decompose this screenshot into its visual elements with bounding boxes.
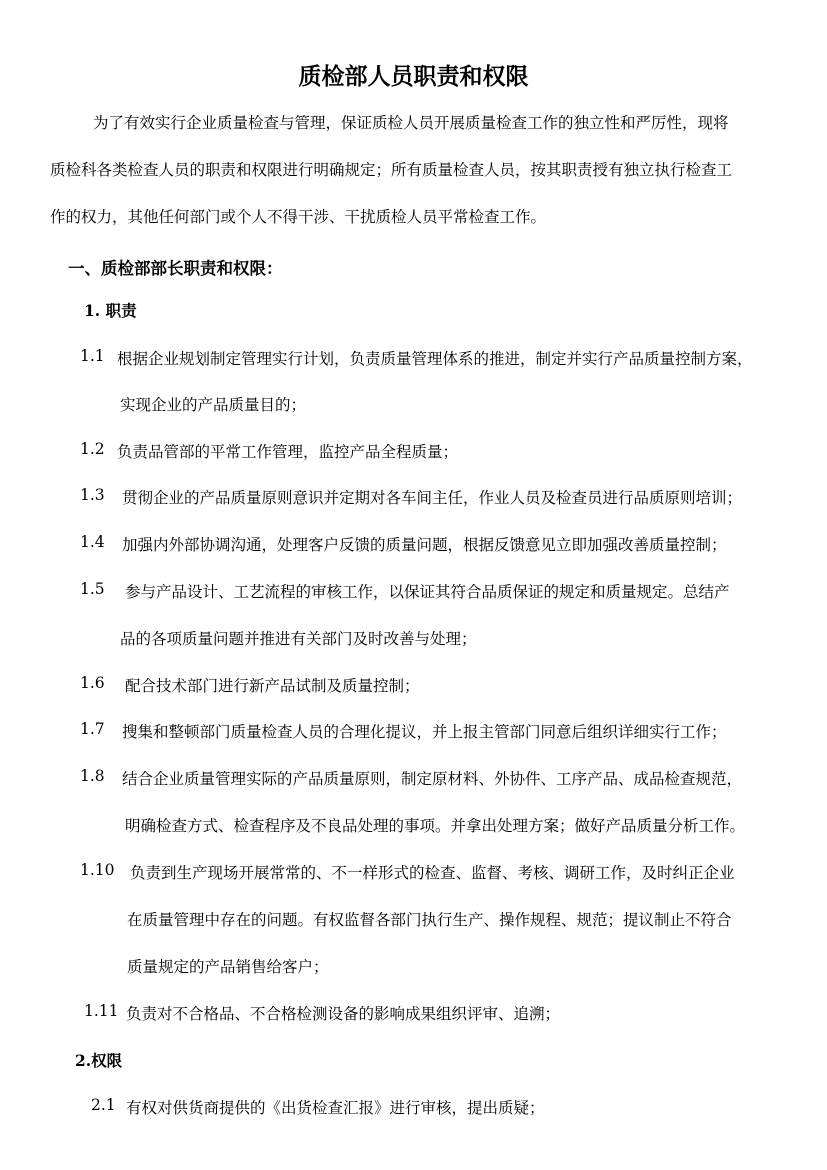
page-title: 质检部人员职责和权限 <box>298 63 529 90</box>
item-1-11-line-1: 负责对不合格品、不合格检测设备的影响成果组织评审、追溯； <box>126 1005 561 1023</box>
item-1-10-number: 1.10 <box>80 861 115 879</box>
item-1-3-line-1: 贯彻企业的产品质量原则意识并定期对各车间主任，作业人员及检查员进行品质原则培训； <box>122 489 743 507</box>
item-1-8-line-1: 结合企业质量管理实际的产品质量原则，制定原材料、外协件、工序产品、成品检查规范， <box>122 770 743 788</box>
section-heading-1: 一、质检部部长职责和权限： <box>68 259 283 278</box>
item-1-2-line-1: 负责品管部的平常工作管理，监控产品全程质量； <box>117 443 459 461</box>
item-1-5-number: 1.5 <box>80 580 105 598</box>
intro-line-1: 为了有效实行企业质量检查与管理，保证质检人员开展质量检查工作的独立性和严厉性，现将 <box>93 114 729 132</box>
item-1-11-number: 1.11 <box>84 1002 119 1020</box>
item-1-1-number: 1.1 <box>80 347 105 365</box>
item-1-8-line-2: 明确检查方式、检查程序及不良品处理的事项。并拿出处理方案；做好产品质量分析工作。 <box>125 817 746 835</box>
item-1-10-line-1: 负责到生产现场开展常常的、不一样形式的检查、监督、考核、调研工作，及时纠正企业 <box>130 864 735 882</box>
item-1-10-line-3: 质量规定的产品销售给客户； <box>127 958 329 976</box>
item-1-3-number: 1.3 <box>80 486 105 504</box>
item-1-5-line-1: 参与产品设计、工艺流程的审核工作，以保证其符合品质保证的规定和质量规定。总结产 <box>125 583 730 601</box>
item-1-5-line-2: 品的各项质量问题并推进有关部门及时改善与处理； <box>120 630 477 648</box>
item-1-2-number: 1.2 <box>80 440 105 458</box>
item-2-1-line-1: 有权对供货商提供的《出货检查汇报》进行审核，提出质疑； <box>126 1099 545 1117</box>
item-1-6-number: 1.6 <box>80 674 105 692</box>
item-1-7-number: 1.7 <box>80 720 105 738</box>
item-1-1-line-1: 根据企业规划制定管理实行计划，负责质量管理体系的推进，制定并实行产品质量控制方案， <box>117 350 753 368</box>
item-1-1-line-2: 实现企业的产品质量目的； <box>120 396 307 414</box>
item-1-10-line-2: 在质量管理中存在的问题。有权监督各部门执行生产、操作规程、规范；提议制止不符合 <box>127 911 732 929</box>
item-1-6-line-1: 配合技术部门进行新产品试制及质量控制； <box>125 677 420 695</box>
item-1-7-line-1: 搜集和整顿部门质量检查人员的合理化提议，并上报主管部门同意后组织详细实行工作； <box>122 723 727 741</box>
intro-line-3: 作的权力，其他任何部门或个人不得干涉、干扰质检人员平常检查工作。 <box>50 208 547 226</box>
intro-line-2: 质检科各类检查人员的职责和权限进行明确规定；所有质量检查人员，按其职责授有独立执行检查工 <box>50 161 733 179</box>
subsection-heading-authority: 2.权限 <box>75 1051 123 1070</box>
item-1-8-number: 1.8 <box>80 767 105 785</box>
item-2-1-number: 2.1 <box>91 1096 116 1114</box>
item-1-4-number: 1.4 <box>80 533 105 551</box>
item-1-4-line-1: 加强内外部协调沟通，处理客户反馈的质量问题，根据反馈意见立即加强改善质量控制； <box>122 536 727 554</box>
subsection-heading-duties: 1. 职责 <box>84 301 137 320</box>
